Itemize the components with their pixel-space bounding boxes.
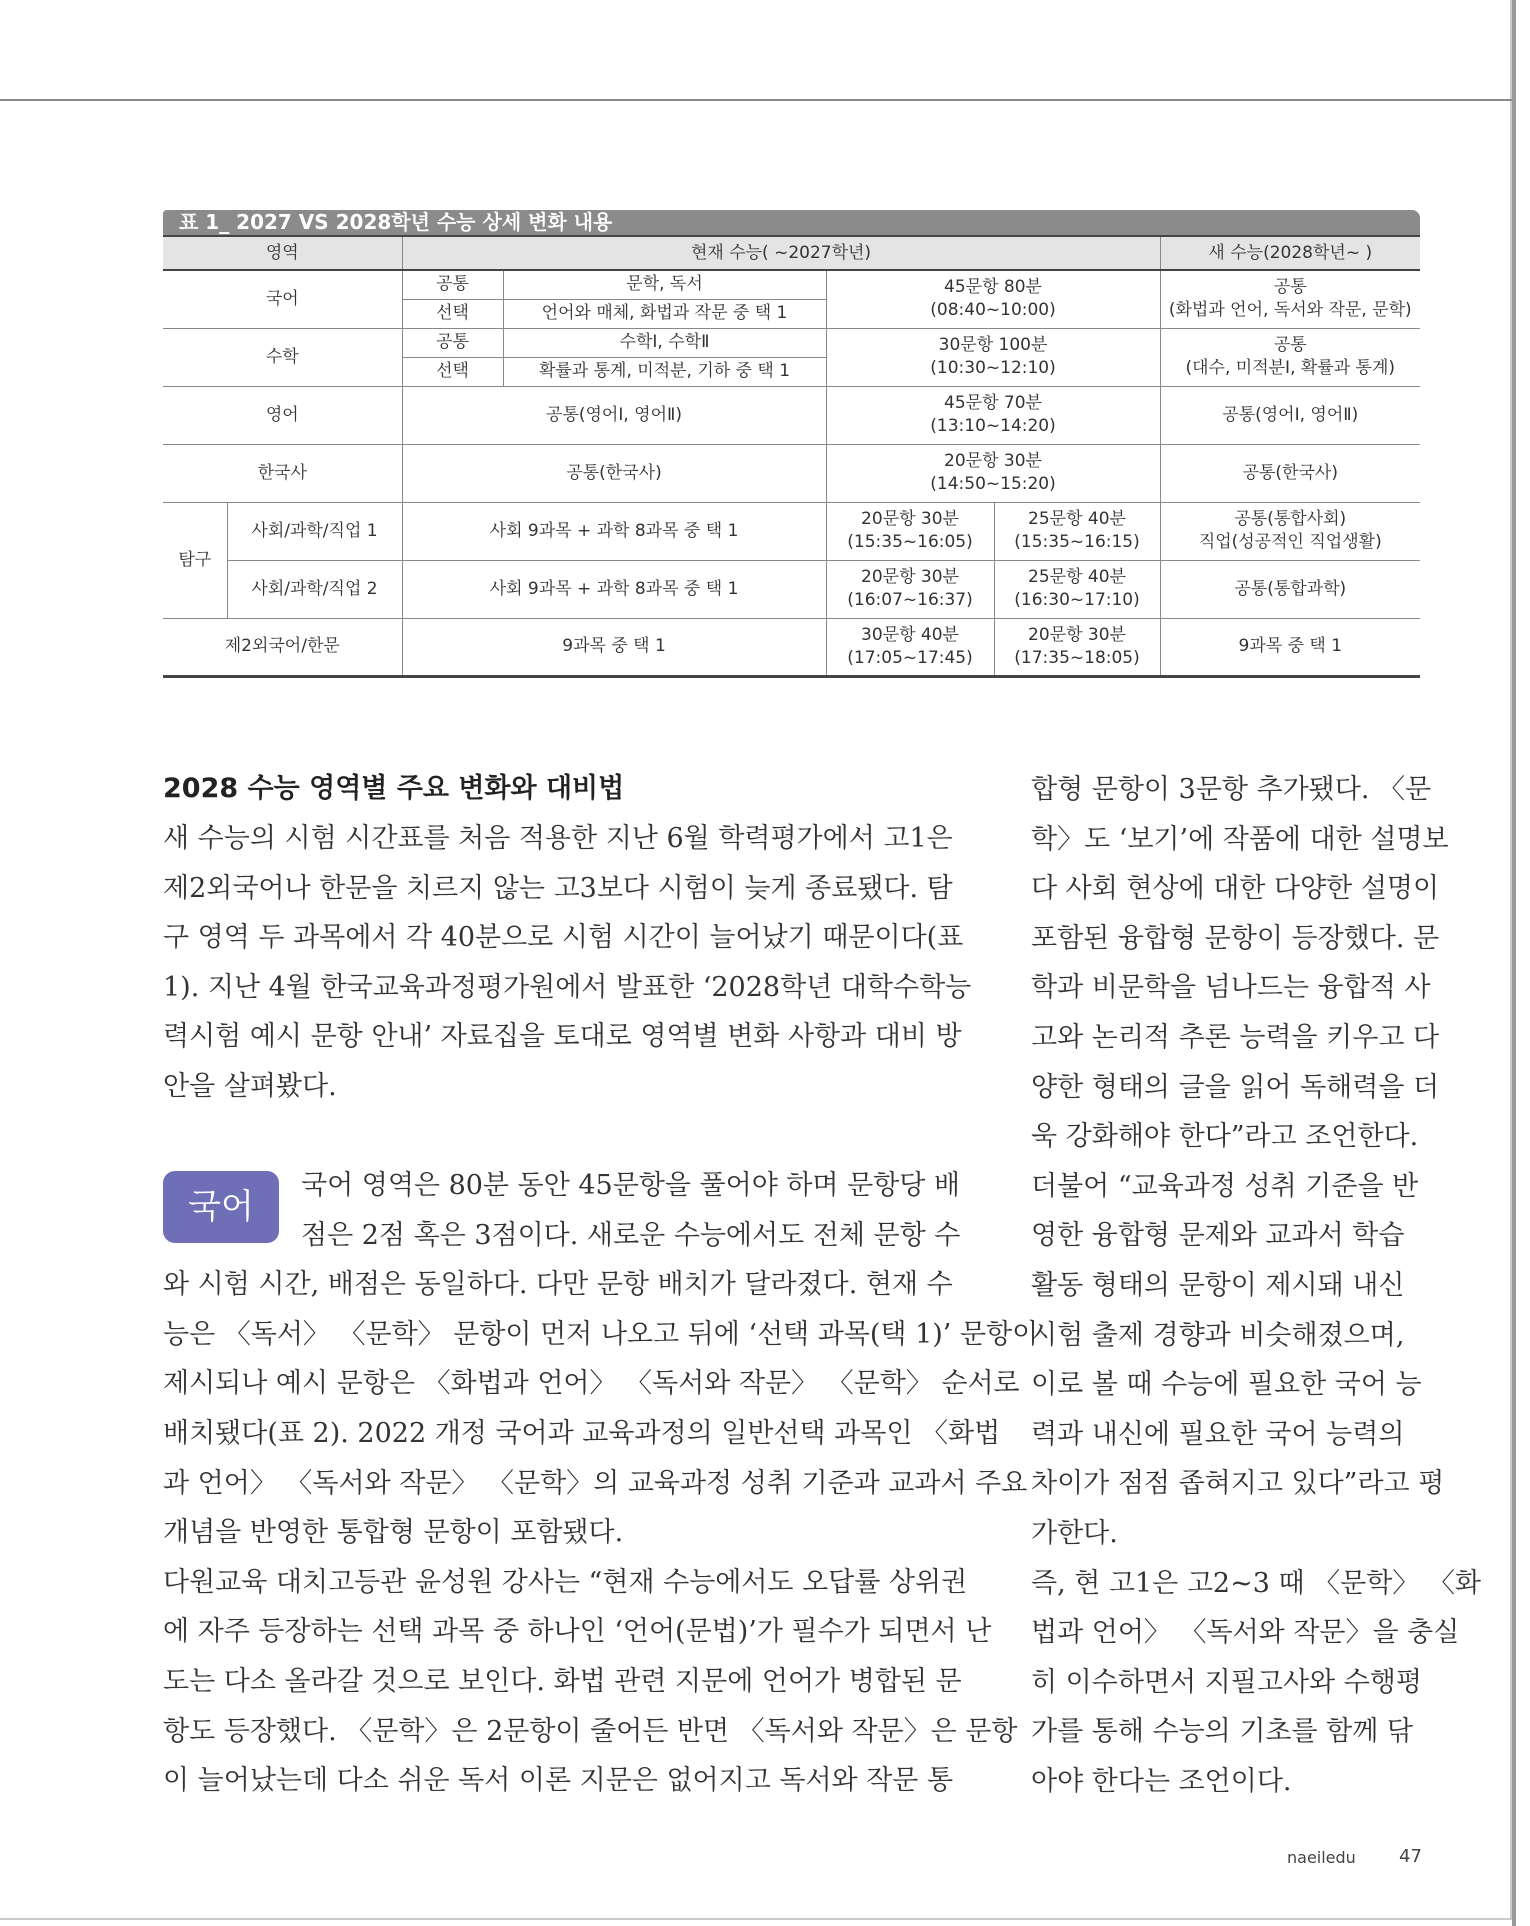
text-line: 학〉도 ‘보기’에 작품에 대한 설명보 bbox=[1031, 823, 1449, 855]
korean-elective-subjects: 언어와 매체, 화법과 작문 중 택 1 bbox=[503, 299, 826, 328]
table-row bbox=[163, 328, 1420, 357]
english-current: 공통(영어Ⅰ, 영어Ⅱ) bbox=[402, 386, 826, 444]
english-time: 45문항 70분 (13:10~14:20) bbox=[826, 386, 1160, 444]
table-header-row bbox=[163, 236, 1420, 270]
second-lang-time-old: 30문항 40분 (17:05~17:45) bbox=[826, 618, 994, 676]
text-line: 가한다. bbox=[1031, 1517, 1118, 1549]
page-number: 47 bbox=[1399, 1846, 1422, 1867]
inquiry-sub-2: 사회/과학/직업 2 bbox=[227, 560, 402, 618]
table-row bbox=[163, 444, 1420, 502]
text-line: 도는 다소 올라갈 것으로 보인다. 화법 관련 지문에 언어가 병합된 문 bbox=[163, 1665, 962, 1697]
korean-new: 공통 (화법과 언어, 독서와 작문, 문학) bbox=[1160, 270, 1420, 328]
header-rule bbox=[0, 99, 1512, 101]
math-elective-subjects: 확률과 통계, 미적분, 기하 중 택 1 bbox=[503, 357, 826, 386]
text-line: 양한 형태의 글을 읽어 독해력을 더 bbox=[1031, 1071, 1440, 1103]
text-line: 법과 언어〉 〈독서와 작문〉을 충실 bbox=[1031, 1617, 1460, 1649]
text-line: 욱 강화해야 한다”라고 조언한다. bbox=[1031, 1121, 1419, 1153]
text-line: 합형 문항이 3문항 추가됐다. 〈문 bbox=[1031, 774, 1432, 805]
korean-common-subjects: 문학, 독서 bbox=[503, 270, 826, 299]
text-line: 히 이수하면서 지필고사와 수행평 bbox=[1031, 1666, 1422, 1698]
inquiry-current-1: 사회 9과목 + 과학 8과목 중 택 1 bbox=[402, 502, 826, 560]
korean-paragraph bbox=[163, 1161, 1039, 1806]
math-label: 수학 bbox=[163, 328, 402, 386]
text-line: 시험 출제 경향과 비슷해졌으며, bbox=[1031, 1319, 1405, 1351]
inquiry-time-new-2: 25문항 40분 (16:30~17:10) bbox=[994, 560, 1160, 618]
english-new: 공통(영어Ⅰ, 영어Ⅱ) bbox=[1160, 386, 1420, 444]
text-line: 력시험 예시 문항 안내’ 자료집을 토대로 영역별 변화 사항과 대비 방 bbox=[163, 1021, 962, 1053]
inquiry-new-1: 공통(통합사회) 직업(성공적인 직업생활) bbox=[1160, 502, 1420, 560]
table-title: 표 1_ 2027 VS 2028학년 수능 상세 변화 내용 bbox=[163, 210, 1420, 235]
second-lang-new: 9과목 중 택 1 bbox=[1160, 618, 1420, 676]
text-line: 이로 볼 때 수능에 필요한 국어 능 bbox=[1031, 1369, 1422, 1401]
text-line: 력과 내신에 필요한 국어 능력의 bbox=[1031, 1418, 1405, 1450]
text-line: 새 수능의 시험 시간표를 처음 적용한 지난 6월 학력평가에서 고1은 bbox=[163, 823, 953, 854]
text-line: 학과 비문학을 넘나드는 융합적 사 bbox=[1031, 972, 1431, 1004]
english-label: 영어 bbox=[163, 386, 402, 444]
header-area: 영역 bbox=[163, 236, 402, 270]
history-label: 한국사 bbox=[163, 444, 402, 502]
text-line: 제2외국어나 한문을 치르지 않는 고3보다 시험이 늦게 종료됐다. 탐 bbox=[163, 872, 953, 904]
korean-time: 45문항 80분 (08:40~10:00) bbox=[826, 270, 1160, 328]
inquiry-new-2: 공통(통합과학) bbox=[1160, 560, 1420, 618]
text-line: 가를 통해 수능의 기초를 함께 닦 bbox=[1031, 1716, 1413, 1748]
inquiry-time-old-1: 20문항 30분 (15:35~16:05) bbox=[826, 502, 994, 560]
table-row bbox=[163, 560, 1420, 618]
text-line: 포함된 융합형 문항이 등장했다. 문 bbox=[1031, 922, 1440, 954]
text-line: 능은 〈독서〉 〈문학〉 문항이 먼저 나오고 뒤에 ‘선택 과목(택 1)’ 문항이 bbox=[163, 1318, 1039, 1350]
inquiry-time-new-1: 25문항 40분 (15:35~16:15) bbox=[994, 502, 1160, 560]
text-line: 국어 영역은 80분 동안 45문항을 풀어야 하며 문항당 배 bbox=[301, 1170, 961, 1201]
page-edge bbox=[1512, 0, 1516, 1926]
text-line: 과 언어〉 〈독서와 작문〉 〈문학〉의 교육과정 성취 기준과 교과서 주요 bbox=[163, 1467, 1028, 1499]
inquiry-label: 탐구 bbox=[163, 502, 227, 618]
math-new: 공통 (대수, 미적분Ⅰ, 확률과 통계) bbox=[1160, 328, 1420, 386]
text-line: 다 사회 현상에 대한 다양한 설명이 bbox=[1031, 873, 1440, 905]
text-line: 1). 지난 4월 한국교육과정평가원에서 발표한 ‘2028학년 대학수학능 bbox=[163, 971, 972, 1003]
text-line: 즉, 현 고1은 고2~3 때 〈문학〉 〈화 bbox=[1031, 1567, 1481, 1599]
text-line: 다원교육 대치고등관 윤성원 강사는 “현재 수능에서도 오답률 상위권 bbox=[163, 1566, 968, 1598]
history-current: 공통(한국사) bbox=[402, 444, 826, 502]
text-line: 배치됐다(표 2). 2022 개정 국어과 교육과정의 일반선택 과목인 〈화법 bbox=[163, 1417, 1001, 1449]
second-lang-label: 제2외국어/한문 bbox=[163, 618, 402, 676]
korean-label: 국어 bbox=[163, 270, 402, 328]
table-row bbox=[163, 618, 1420, 676]
second-lang-time-new: 20문항 30분 (17:35~18:05) bbox=[994, 618, 1160, 676]
inquiry-current-2: 사회 9과목 + 과학 8과목 중 택 1 bbox=[402, 560, 826, 618]
text-line: 이 늘어났는데 다소 쉬운 독서 이론 지문은 없어지고 독서와 작문 통 bbox=[163, 1765, 954, 1797]
text-line: 구 영역 두 과목에서 각 40분으로 시험 시간이 늘어났기 때문이다(표 bbox=[163, 922, 964, 954]
text-line: 개념을 반영한 통합형 문항이 포함됐다. bbox=[163, 1517, 624, 1549]
korean-common-label: 공통 bbox=[402, 270, 503, 299]
math-time: 30문항 100분 (10:30~12:10) bbox=[826, 328, 1160, 386]
math-common-subjects: 수학Ⅰ, 수학Ⅱ bbox=[503, 328, 826, 357]
text-line: 제시되나 예시 문항은 〈화법과 언어〉 〈독서와 작문〉 〈문학〉 순서로 bbox=[163, 1368, 1020, 1400]
text-line: 고와 논리적 추론 능력을 키우고 다 bbox=[1031, 1021, 1440, 1053]
text-line: 더불어 “교육과정 성취 기준을 반 bbox=[1031, 1170, 1419, 1202]
korean-badge: 국어 bbox=[163, 1171, 279, 1243]
text-line: 점은 2점 혹은 3점이다. 새로운 수능에서도 전체 문항 수 bbox=[301, 1219, 961, 1251]
inquiry-time-old-2: 20문항 30분 (16:07~16:37) bbox=[826, 560, 994, 618]
text-line: 와 시험 시간, 배점은 동일하다. 다만 문항 배치가 달라졌다. 현재 수 bbox=[163, 1269, 953, 1301]
footer-brand: naeiledu bbox=[1287, 1848, 1356, 1867]
section-title: 2028 수능 영역별 주요 변화와 대비법 bbox=[163, 773, 625, 804]
second-lang-current: 9과목 중 택 1 bbox=[402, 618, 826, 676]
comparison-table bbox=[163, 235, 1420, 678]
math-elective-label: 선택 bbox=[402, 357, 503, 386]
table-row bbox=[163, 270, 1420, 299]
header-current: 현재 수능( ~2027학년) bbox=[402, 236, 1160, 270]
history-time: 20문항 30분 (14:50~15:20) bbox=[826, 444, 1160, 502]
intro-paragraph bbox=[163, 814, 972, 1112]
table-row bbox=[163, 502, 1420, 560]
korean-elective-label: 선택 bbox=[402, 299, 503, 328]
table-row bbox=[163, 386, 1420, 444]
text-line: 아야 한다는 조언이다. bbox=[1031, 1765, 1292, 1797]
inquiry-sub-1: 사회/과학/직업 1 bbox=[227, 502, 402, 560]
right-column bbox=[1031, 765, 1481, 1806]
text-line: 에 자주 등장하는 선택 과목 중 하나인 ‘언어(문법)’가 필수가 되면서 난 bbox=[163, 1616, 992, 1648]
header-new: 새 수능(2028학년~ ) bbox=[1160, 236, 1420, 270]
history-new: 공통(한국사) bbox=[1160, 444, 1420, 502]
text-line: 차이가 점점 좁혀지고 있다”라고 평 bbox=[1031, 1468, 1445, 1500]
math-common-label: 공통 bbox=[402, 328, 503, 357]
text-line: 안을 살펴봤다. bbox=[163, 1070, 337, 1102]
text-line: 항도 등장했다. 〈문학〉은 2문항이 줄어든 반면 〈독서와 작문〉은 문항 bbox=[163, 1715, 1018, 1747]
text-line: 영한 융합형 문제와 교과서 학습 bbox=[1031, 1220, 1405, 1252]
text-line: 활동 형태의 문항이 제시돼 내신 bbox=[1031, 1269, 1405, 1301]
